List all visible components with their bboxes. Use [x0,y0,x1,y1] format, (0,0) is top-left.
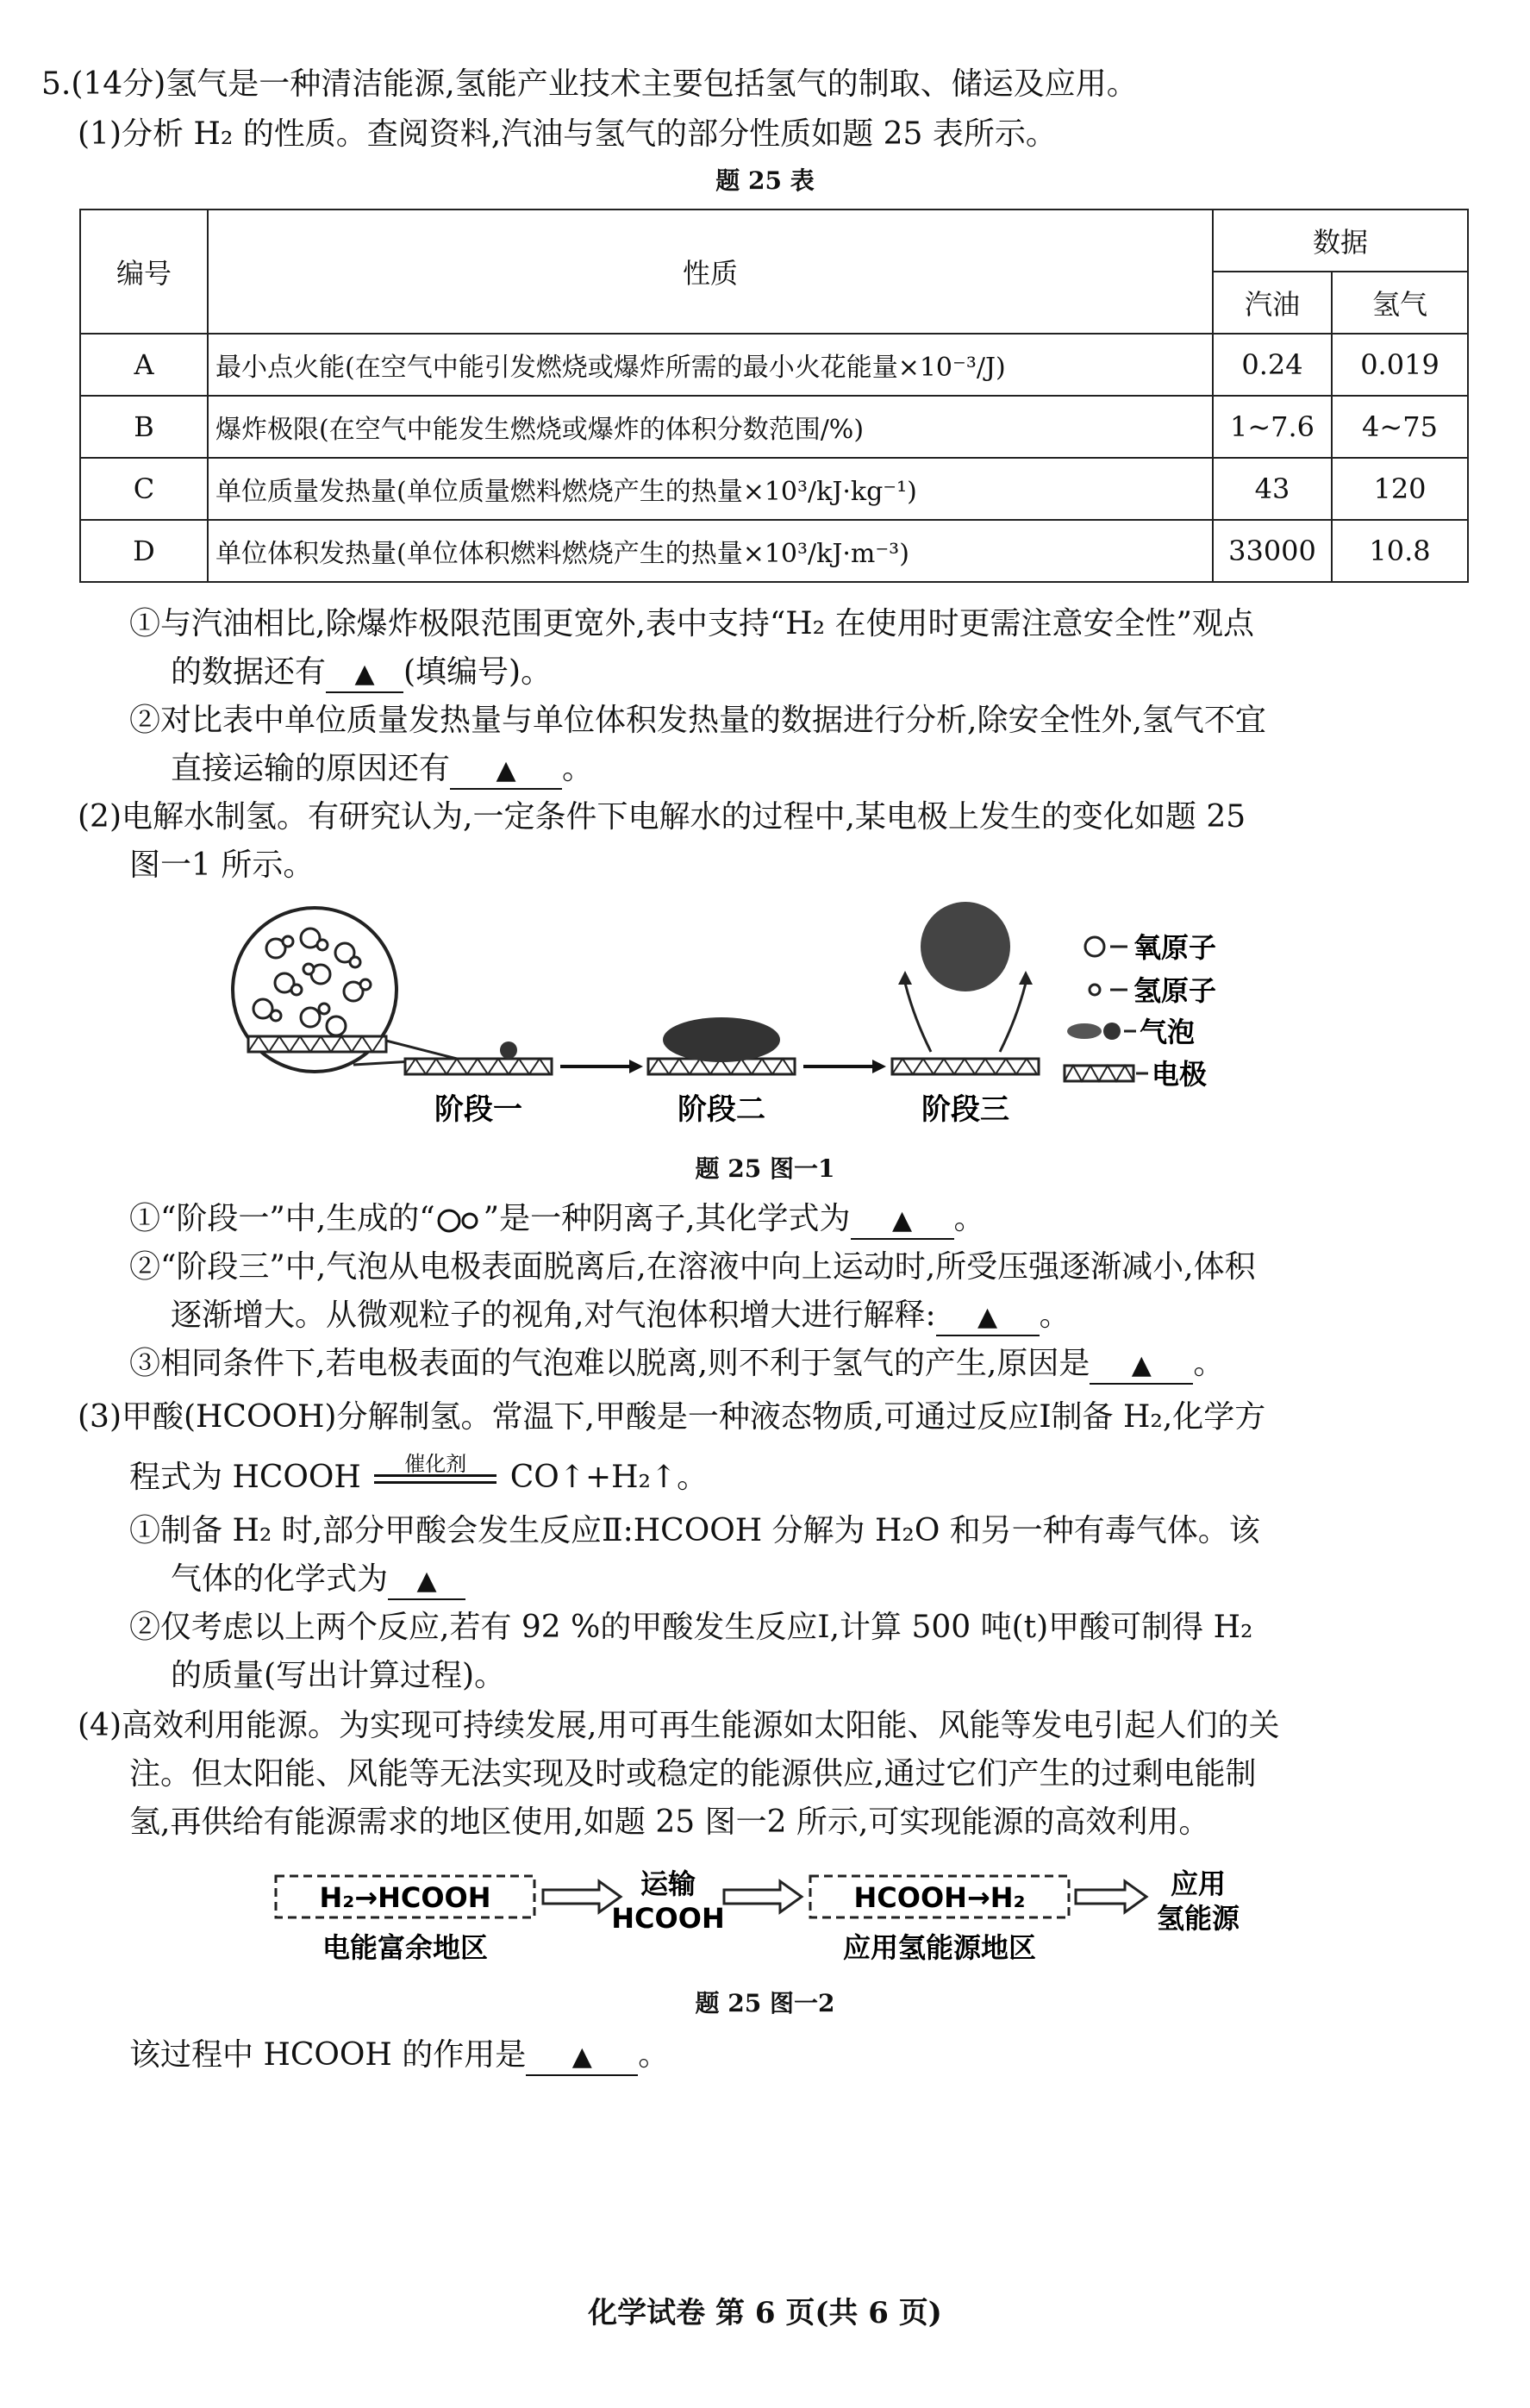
answer-blank[interactable] [936,1298,1040,1336]
table-row [80,458,1468,520]
q1-1-line2 [171,652,552,693]
row-id: A [80,334,208,396]
triangle-icon: ▲ [571,2042,592,2072]
row-id: D [80,520,208,582]
box2-text: HCOOH→H₂ [853,1881,1026,1914]
equation-right: CO↑+H₂↑。 [509,1460,709,1495]
answer-blank[interactable] [526,2038,638,2076]
part4-line2: 注。但太阳能、风能等无法实现及时或稳定的能源供应,通过它们产生的过剩电能制 [129,1756,1257,1792]
answer-blank[interactable] [851,1202,954,1240]
properties-table [79,209,1469,583]
box1-text: H₂→HCOOH [319,1881,491,1914]
row-property: 最小点火能(在空气中能引发燃烧或爆炸所需的最小火花能量×10⁻³/J) [208,334,1213,396]
part1-intro: (1)分析 H₂ 的性质。查阅资料,汽油与氢气的部分性质如题 25 表所示。 [78,116,1057,152]
q2-1-line [129,1198,985,1240]
label-application-region: 应用氢能源地区 [842,1931,1037,1964]
bubble-icon [1067,1023,1102,1039]
hollow-arrow-icon [724,1881,802,1912]
small-bubble [500,1041,517,1059]
q4-line [129,2035,669,2076]
table-row [80,396,1468,458]
q2-3-text: ③相同条件下,若电极表面的气泡难以脱离,则不利于氢气的产生,原因是 [129,1346,1090,1381]
row-hydrogen: 4~75 [1332,396,1468,458]
hollow-arrow-icon [543,1881,621,1912]
equation-left: 程式为 HCOOH [129,1460,361,1495]
transport-label: 运输 [640,1867,696,1900]
row-gasoline: 33000 [1213,520,1332,582]
flat-bubble [663,1017,780,1062]
q2-2-line1: ②“阶段三”中,气泡从电极表面脱离后,在溶液中向上运动时,所受压强逐渐减小,体积 [129,1249,1256,1285]
legend-hydrogen: 氢原子 [1133,974,1217,1007]
released-bubble [921,902,1010,991]
part2-line2: 图一1 所示。 [129,847,315,883]
q1-2-line1: ②对比表中单位质量发热量与单位体积发热量的数据进行分析,除安全性外,氢气不宜 [129,703,1266,738]
answer-blank[interactable] [450,752,562,790]
part3-equation [129,1452,709,1498]
row-hydrogen: 0.019 [1332,334,1468,396]
hollow-arrow-icon [1076,1881,1146,1912]
catalyst-arrow [371,1452,500,1497]
q1-1-tail: (填编号)。 [403,654,553,690]
q1-1-line1: ①与汽油相比,除爆炸极限范围更宽外,表中支持“H₂ 在使用时更需注意安全性”观点 [129,606,1254,641]
triangle-icon: ▲ [354,659,375,689]
table-row [80,334,1468,396]
row-property: 单位质量发热量(单位质量燃料燃烧产生的热量×10³/kJ·kg⁻¹) [208,458,1213,520]
header-property: 性质 [208,210,1213,334]
header-data: 数据 [1213,210,1468,272]
stage3-label: 阶段三 [921,1092,1009,1127]
q3-1-line1: ①制备 H₂ 时,部分甲酸会发生反应Ⅱ:HCOOH 分解为 H₂O 和另一种有毒气体。该 [129,1513,1260,1548]
stage1-label: 阶段一 [434,1092,522,1127]
triangle-icon: ▲ [977,1302,998,1332]
label-surplus-region: 电能富余地区 [322,1931,489,1964]
q2-2-tail: 。 [1039,1298,1071,1333]
answer-blank[interactable] [388,1562,465,1600]
q3-2-line2: 的质量(写出计算过程)。 [171,1658,506,1693]
legend-electrode: 电极 [1152,1058,1208,1091]
q3-2-line1: ②仅考虑以上两个反应,若有 92 %的甲酸发生反应Ⅰ,计算 500 吨(t)甲酸可制得 H₂ [129,1610,1253,1645]
q2-2-line2 [171,1295,1071,1336]
q4-tail: 。 [638,2037,670,2073]
legend-bubble: 气泡 [1140,1016,1196,1048]
header-gasoline: 汽油 [1213,272,1332,334]
q2-1-text: ①“阶段一”中,生成的“ [129,1201,435,1236]
row-gasoline: 43 [1213,458,1332,520]
header-hydrogen: 氢气 [1332,272,1468,334]
q3-1-text: 气体的化学式为 [171,1561,389,1597]
table-caption: 题 25 表 [715,166,815,195]
part4-line1: (4)高效利用能源。为实现可持续发展,用可再生能源如太阳能、风能等发电引起人们的关 [78,1708,1280,1743]
part2-line1: (2)电解水制氢。有研究认为,一定条件下电解水的过程中,某电极上发生的变化如题 25 [78,799,1246,835]
question-intro: 5.(14分)氢气是一种清洁能源,氢能产业技术主要包括氢气的制取、储运及应用。 [41,66,1138,102]
triangle-icon: ▲ [416,1566,437,1596]
part4-line3: 氢,再供给有能源需求的地区使用,如题 25 图一2 所示,可实现能源的高效利用。 [129,1804,1210,1840]
figure2-caption: 题 25 图一2 [695,1989,835,2017]
oxygen-hydrogen-ion-icon [435,1208,484,1234]
q4-text: 该过程中 HCOOH 的作用是 [129,2037,527,2073]
q2-2-text: 逐渐增大。从微观粒子的视角,对气泡体积增大进行解释: [171,1298,936,1333]
q2-3-tail: 。 [1193,1346,1225,1381]
q1-2-text: 直接运输的原因还有 [171,751,451,786]
transport-hcooh: HCOOH [611,1902,725,1935]
answer-blank[interactable] [1090,1347,1193,1385]
q2-1-text2: ”是一种阴离子,其化学式为 [483,1201,851,1236]
triangle-icon: ▲ [496,755,516,785]
triangle-icon: ▲ [1131,1350,1152,1380]
header-id: 编号 [80,210,208,334]
q2-1-tail: 。 [953,1201,985,1236]
q3-1-line2 [171,1559,465,1600]
oxygen-atom-icon [1085,937,1104,956]
row-property: 爆炸极限(在空气中能发生燃烧或爆炸的体积分数范围/%) [208,396,1213,458]
electrolysis-figure [224,888,1345,1147]
row-id: C [80,458,208,520]
row-property: 单位体积发热量(单位体积燃料燃烧产生的热量×10³/kJ·m⁻³) [208,520,1213,582]
q1-2-tail: 。 [562,751,594,786]
q2-3-line [129,1343,1224,1385]
hydrogen-atom-icon [1090,985,1100,995]
row-hydrogen: 10.8 [1332,520,1468,582]
row-id: B [80,396,208,458]
table-row [80,520,1468,582]
stage2-label: 阶段二 [678,1092,765,1127]
catalyst-label: 催化剂 [404,1452,467,1476]
energy-flow-figure [259,1862,1276,1974]
answer-blank[interactable] [326,655,403,693]
apply-label2: 氢能源 [1156,1902,1240,1935]
row-gasoline: 1~7.6 [1213,396,1332,458]
q1-1-text: 的数据还有 [171,654,327,690]
legend-oxygen: 氧原子 [1133,931,1217,964]
triangle-icon: ▲ [891,1205,913,1235]
row-hydrogen: 120 [1332,458,1468,520]
q1-2-line2 [171,748,593,790]
figure1-caption: 题 25 图一1 [695,1154,835,1183]
row-gasoline: 0.24 [1213,334,1332,396]
apply-label: 应用 [1170,1867,1227,1900]
page-footer: 化学试卷 第 6 页(共 6 页) [588,2296,942,2330]
part3-line1: (3)甲酸(HCOOH)分解制氢。常温下,甲酸是一种液态物质,可通过反应Ⅰ制备 H₂,化学方 [78,1399,1266,1435]
